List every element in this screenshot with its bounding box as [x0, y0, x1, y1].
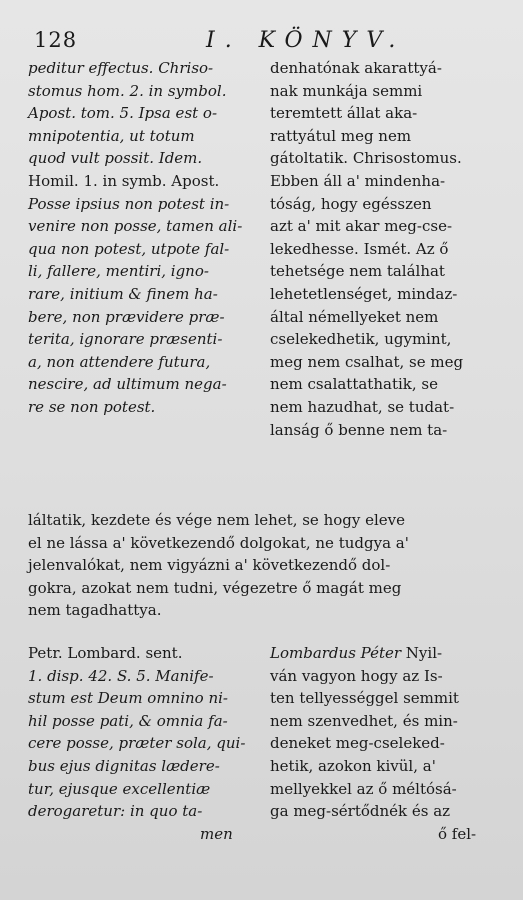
- text-line: lekedhesse. Ismét. Az ő: [270, 239, 449, 258]
- citation-author: Lombardus Péter: [270, 644, 402, 662]
- text-line: által némellyeket nem: [270, 307, 439, 326]
- text-line: rare, initium & finem ha-: [28, 284, 218, 303]
- hungarian-column-top: [270, 57, 500, 441]
- running-header: [30, 28, 500, 54]
- text-line: jelenvalókat, nem vigyázni a' következendő dol-: [28, 556, 391, 575]
- catchword-hungarian: ő fel-: [438, 824, 477, 843]
- text-line: venire non posse, tamen ali-: [28, 217, 243, 236]
- latin-column-top: [28, 57, 268, 419]
- text-line: hil posse pati, & omnia fa-: [28, 711, 228, 730]
- text-line: láltatik, kezdete és vége nem lehet, se hogy eleve: [28, 511, 406, 529]
- text-line: nem hazudhat, se tudat-: [270, 397, 455, 416]
- text-line: hetik, azokon kivül, a': [270, 756, 436, 775]
- text-line: stum est Deum omnino ni-: [28, 689, 229, 708]
- hungarian-column-bottom: [270, 642, 500, 845]
- text-line: teremtett állat aka-: [270, 104, 418, 123]
- text-line: el ne lássa a' következendő dolgokat, ne tudgya a': [28, 533, 409, 552]
- text-line: nescire, ad ultimum nega-: [28, 375, 227, 394]
- text-line: bus ejus dignitas lædere-: [28, 756, 220, 775]
- text-line: ga meg-sértődnék és az: [270, 802, 451, 821]
- text-line: gátoltatik. Chrisostomus.: [270, 149, 462, 168]
- text-line: derogaretur: in quo ta-: [28, 802, 203, 821]
- text-line: denhatónak akarattyá-: [270, 59, 442, 77]
- text-line: lanság ő benne nem ta-: [270, 420, 448, 439]
- text-line: mnipotentia, ut totum: [28, 126, 195, 145]
- text-line: tur, ejusque excellentiæ: [28, 779, 211, 798]
- text-line: cere posse, præter sola, qui-: [28, 734, 246, 753]
- text-line: quod vult possit. Idem.: [28, 149, 203, 168]
- catchword-latin: men: [200, 824, 233, 843]
- text-line: Ebben áll a' mindenha-: [270, 171, 446, 190]
- running-title: I. KÖNYV.: [206, 28, 406, 53]
- text-line: nem tagadhattya.: [28, 601, 162, 620]
- citation-tail: Nyil-: [401, 644, 443, 662]
- text-line: a, non attendere futura,: [28, 352, 211, 371]
- text-line: Petr. Lombard. sent.: [28, 644, 183, 662]
- text-line: rattyátul meg nem: [270, 126, 412, 145]
- text-line: deneket meg-cseleked-: [270, 734, 445, 753]
- text-line: terita, ignorare præsenti-: [28, 330, 223, 349]
- text-line: azt a' mit akar meg-cse-: [270, 217, 453, 236]
- text-line: meg nem csalhat, se meg: [270, 352, 464, 371]
- text-line: peditur effectus. Chriso-: [28, 59, 214, 77]
- text-line: gokra, azokat nem tudni, végezetre ő magát meg: [28, 578, 402, 597]
- text-line: nem szenvedhet, és min-: [270, 711, 458, 730]
- text-line: 1. disp. 42. S. 5. Manife-: [28, 666, 214, 685]
- text-line: Posse ipsius non potest in-: [28, 194, 230, 213]
- text-line: bere, non prævidere præ-: [28, 307, 225, 326]
- text-line: mellyekkel az ő méltósá-: [270, 779, 457, 798]
- text-line: nak munkája semmi: [270, 81, 423, 100]
- text-line: cselekedhetik, ugymint,: [270, 330, 452, 349]
- text-line: lehetetlenséget, mindaz-: [270, 284, 458, 303]
- text-line: ván vagyon hogy az Is-: [270, 666, 443, 685]
- page-number: 128: [34, 28, 78, 52]
- text-line: nem csalattathatik, se: [270, 375, 438, 394]
- text-line: tóság, hogy egésszen: [270, 194, 432, 213]
- text-line: [270, 642, 500, 665]
- latin-column-bottom: [28, 642, 268, 845]
- text-line: Apost. tom. 5. Ipsa est o-: [28, 104, 218, 123]
- text-line: Homil. 1. in symb. Apost.: [28, 171, 220, 190]
- text-line: re se non potest.: [28, 397, 156, 416]
- full-width-paragraph: [28, 509, 496, 622]
- text-line: ten tellyességgel semmit: [270, 689, 459, 708]
- text-line: qua non potest, utpote fal-: [28, 239, 230, 258]
- text-line: stomus hom. 2. in symbol.: [28, 81, 227, 100]
- text-line: li, fallere, mentiri, igno-: [28, 262, 209, 281]
- text-line: tehetsége nem találhat: [270, 262, 445, 281]
